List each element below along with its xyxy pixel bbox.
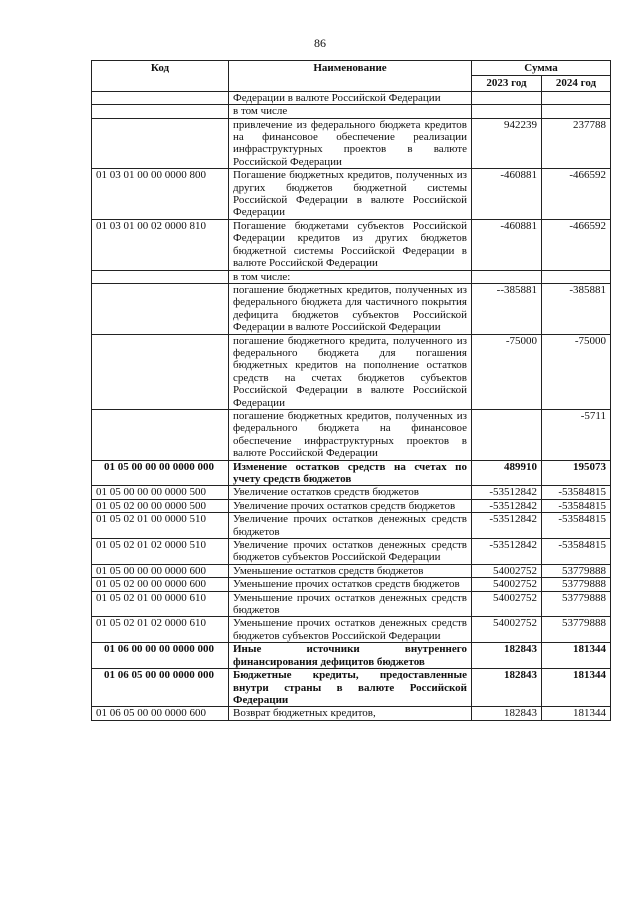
row-code: 01 05 02 01 00 0000 610 (92, 591, 229, 617)
row-value-2024: -5711 (542, 409, 611, 460)
table-row (92, 707, 611, 720)
header-name: Наименование (229, 61, 472, 92)
row-value-2024: 181344 (542, 643, 611, 669)
row-value-2023: 54002752 (472, 617, 542, 643)
page-number: 86 (314, 36, 326, 50)
row-name: в том числе: (229, 270, 472, 283)
row-code: 01 06 00 00 00 0000 000 (92, 643, 229, 669)
table-row (92, 219, 611, 270)
row-name: Возврат бюджетных кредитов, (229, 707, 472, 720)
row-value-2023: 182843 (472, 707, 542, 720)
row-value-2024: 237788 (542, 118, 611, 169)
row-name: Увеличение прочих остатков денежных средств бюджетов субъектов Российской Федерации (229, 539, 472, 565)
table-row (92, 486, 611, 499)
row-name: Увеличение остатков средств бюджетов (229, 486, 472, 499)
row-code (92, 270, 229, 283)
table-row (92, 499, 611, 512)
row-value-2023: 182843 (472, 643, 542, 669)
row-code: 01 06 05 00 00 0000 600 (92, 707, 229, 720)
row-code (92, 283, 229, 334)
row-code: 01 05 00 00 00 0000 500 (92, 486, 229, 499)
row-code: 01 05 02 00 00 0000 500 (92, 499, 229, 512)
row-value-2024: -385881 (542, 283, 611, 334)
row-code: 01 05 00 00 00 0000 600 (92, 564, 229, 577)
row-value-2023 (472, 270, 542, 283)
row-value-2023: 489910 (472, 460, 542, 486)
row-name: в том числе (229, 105, 472, 118)
table-row (92, 564, 611, 577)
row-value-2023: 54002752 (472, 591, 542, 617)
table-row (92, 334, 611, 409)
row-value-2023: 182843 (472, 669, 542, 707)
row-code: 01 06 05 00 00 0000 000 (92, 669, 229, 707)
row-value-2023: -75000 (472, 334, 542, 409)
row-value-2024: 53779888 (542, 578, 611, 591)
row-value-2023: -53512842 (472, 486, 542, 499)
row-code (92, 409, 229, 460)
row-code (92, 334, 229, 409)
row-value-2023: -53512842 (472, 499, 542, 512)
row-value-2024: -75000 (542, 334, 611, 409)
row-name: Уменьшение остатков средств бюджетов (229, 564, 472, 577)
row-value-2024: -53584815 (542, 486, 611, 499)
header-year-2023: 2023 год (472, 76, 542, 91)
table-row (92, 669, 611, 707)
row-value-2023: -460881 (472, 219, 542, 270)
table-row (92, 591, 611, 617)
row-value-2023: 942239 (472, 118, 542, 169)
row-value-2024 (542, 270, 611, 283)
row-value-2024: 53779888 (542, 591, 611, 617)
row-name: погашение бюджетного кредита, полученного из федерального бюджета для погашения бюджетных кредитов на пополнение остатков средств на счетах бюджетов субъектов Российской Федерации в валюте Российской Федерации (229, 334, 472, 409)
row-value-2023: -53512842 (472, 513, 542, 539)
row-code (92, 118, 229, 169)
row-name: Федерации в валюте Российской Федерации (229, 91, 472, 104)
row-value-2024: 53779888 (542, 564, 611, 577)
row-value-2024: -466592 (542, 169, 611, 220)
row-name: Уменьшение прочих остатков средств бюджетов (229, 578, 472, 591)
table-row (92, 91, 611, 104)
row-code (92, 105, 229, 118)
row-value-2024: 181344 (542, 669, 611, 707)
table-row (92, 283, 611, 334)
row-name: привлечение из федерального бюджета кредитов на финансовое обеспечение реализации инфраструктурных проектов в валюте Российской Федерации (229, 118, 472, 169)
table-row (92, 513, 611, 539)
table-row (92, 460, 611, 486)
table-row (92, 643, 611, 669)
row-value-2024: 195073 (542, 460, 611, 486)
row-value-2023: 54002752 (472, 564, 542, 577)
header-code: Код (92, 61, 229, 92)
row-code: 01 05 02 01 02 0000 510 (92, 539, 229, 565)
row-code: 01 03 01 00 00 0000 800 (92, 169, 229, 220)
table-header (92, 61, 611, 92)
row-name: Увеличение прочих остатков денежных средств бюджетов (229, 513, 472, 539)
row-code (92, 91, 229, 104)
row-name: Погашение бюджетных кредитов, полученных из других бюджетов бюджетной системы Российской Федерации в валюте Российской Федерации (229, 169, 472, 220)
table-row (92, 270, 611, 283)
row-name: Иные источники внутреннего финансирования дефицитов бюджетов (229, 643, 472, 669)
row-code: 01 03 01 00 02 0000 810 (92, 219, 229, 270)
table-row (92, 617, 611, 643)
row-name: Погашение бюджетами субъектов Российской Федерации кредитов из других бюджетов бюджетной системы Российской Федерации в валюте Российской Федерации (229, 219, 472, 270)
row-name: Уменьшение прочих остатков денежных средств бюджетов (229, 591, 472, 617)
row-value-2024: -466592 (542, 219, 611, 270)
row-value-2023 (472, 91, 542, 104)
row-name: Увеличение прочих остатков средств бюджетов (229, 499, 472, 512)
row-code: 01 05 02 01 02 0000 610 (92, 617, 229, 643)
row-name: погашение бюджетных кредитов, полученных из федерального бюджета на финансовое обеспечение инфраструктурных проектов в валюте Российской Федерации (229, 409, 472, 460)
row-value-2024: 181344 (542, 707, 611, 720)
table-row (92, 118, 611, 169)
row-value-2023: -460881 (472, 169, 542, 220)
table-row (92, 539, 611, 565)
table-row (92, 578, 611, 591)
row-value-2024 (542, 105, 611, 118)
row-name: погашение бюджетных кредитов, полученных из федерального бюджета для частичного покрытия дефицита бюджетов субъектов Российской Федерации в валюте Российской Федерации (229, 283, 472, 334)
header-sum: Сумма (472, 61, 611, 76)
row-value-2024: 53779888 (542, 617, 611, 643)
row-name: Бюджетные кредиты, предоставленные внутри страны в валюте Российской Федерации (229, 669, 472, 707)
row-value-2023: --385881 (472, 283, 542, 334)
row-name: Уменьшение прочих остатков денежных средств бюджетов субъектов Российской Федерации (229, 617, 472, 643)
row-value-2024: -53584815 (542, 513, 611, 539)
table-row (92, 169, 611, 220)
table-row (92, 105, 611, 118)
row-code: 01 05 02 00 00 0000 600 (92, 578, 229, 591)
row-value-2023: 54002752 (472, 578, 542, 591)
header-year-2024: 2024 год (542, 76, 611, 91)
row-code: 01 05 00 00 00 0000 000 (92, 460, 229, 486)
row-value-2024: -53584815 (542, 539, 611, 565)
row-name: Изменение остатков средств на счетах по учету средств бюджетов (229, 460, 472, 486)
budget-sources-table (91, 60, 611, 721)
row-value-2024 (542, 91, 611, 104)
row-value-2024: -53584815 (542, 499, 611, 512)
table-body (92, 91, 611, 720)
table-row (92, 409, 611, 460)
row-value-2023 (472, 105, 542, 118)
row-value-2023: -53512842 (472, 539, 542, 565)
row-code: 01 05 02 01 00 0000 510 (92, 513, 229, 539)
row-value-2023 (472, 409, 542, 460)
